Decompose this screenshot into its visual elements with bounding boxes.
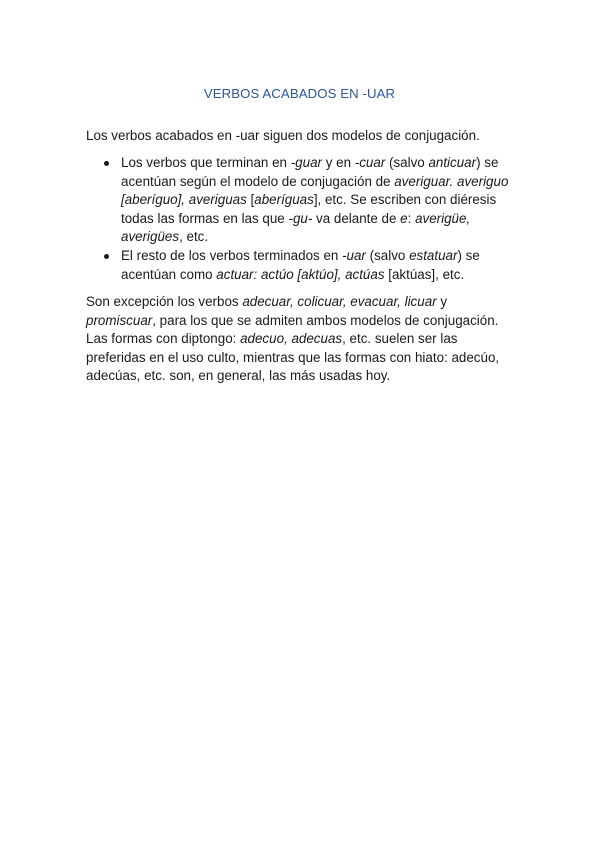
text-run: [aktúas], etc. bbox=[384, 266, 465, 282]
text-run: y en bbox=[321, 155, 355, 170]
text-run-italic: averigüe, averigües bbox=[121, 210, 471, 245]
text-run: Son excepción los verbos bbox=[86, 294, 243, 309]
list-item bbox=[86, 154, 516, 247]
text-run-italic: adecuo, adecuas bbox=[240, 331, 343, 347]
text-run: (salvo bbox=[365, 247, 410, 263]
text-run-italic: -cuar bbox=[354, 155, 386, 170]
intro-paragraph: Los verbos acabados en -uar siguen dos modelos de conjugación. bbox=[86, 128, 480, 143]
text-run-italic: -guar bbox=[290, 155, 322, 170]
text-run: , etc. suelen ser las preferidas en el uso culto, mientras que las formas con hiato: adecúo, adecúas, etc. son, en general, las más usadas hoy. bbox=[86, 331, 500, 384]
text-run-italic: averiguo [aberíguo], averiguas bbox=[121, 173, 509, 208]
bullet-list bbox=[86, 154, 516, 284]
text-run-italic: -uar bbox=[342, 247, 366, 263]
text-run-italic: promiscuar bbox=[86, 312, 153, 328]
text-run: , etc. bbox=[179, 229, 209, 245]
text-run-italic: adecuar, colicuar, evacuar, licuar bbox=[242, 294, 437, 309]
list-item bbox=[86, 247, 516, 284]
bullet-icon bbox=[104, 254, 109, 259]
text-run: ], etc. Se escriben con diéresis todas las formas en las que bbox=[121, 192, 497, 226]
text-run: [ bbox=[246, 192, 255, 208]
text-run-italic: estatuar bbox=[409, 247, 458, 263]
text-run: El resto de los verbos terminados en bbox=[121, 247, 343, 263]
text-run-italic: aberíguas bbox=[254, 192, 314, 208]
closing-paragraph bbox=[86, 293, 516, 386]
text-run-italic: averiguar. bbox=[394, 173, 454, 189]
text-run-italic: anticuar bbox=[428, 155, 477, 170]
text-run: ) se acentúan según el modelo de conjugación de bbox=[121, 155, 499, 189]
text-run: , para los que se admiten ambos modelos de conjugación. Las formas con diptongo: bbox=[86, 312, 499, 347]
text-run: ) se acentúan como bbox=[121, 247, 480, 282]
text-run-italic: e bbox=[400, 210, 408, 226]
text-run-italic: -gu- bbox=[288, 210, 313, 226]
text-run: va delante de bbox=[312, 210, 401, 226]
text-run: y bbox=[436, 294, 448, 309]
text-run-italic: actuar: actúo [aktúo], actúas bbox=[216, 266, 385, 282]
bullet-icon bbox=[104, 161, 109, 166]
text-run: Los verbos que terminan en bbox=[121, 155, 291, 170]
text-run: (salvo bbox=[385, 155, 429, 170]
text-run: : bbox=[407, 210, 416, 226]
page-title: VERBOS ACABADOS EN -UAR bbox=[203, 86, 396, 101]
